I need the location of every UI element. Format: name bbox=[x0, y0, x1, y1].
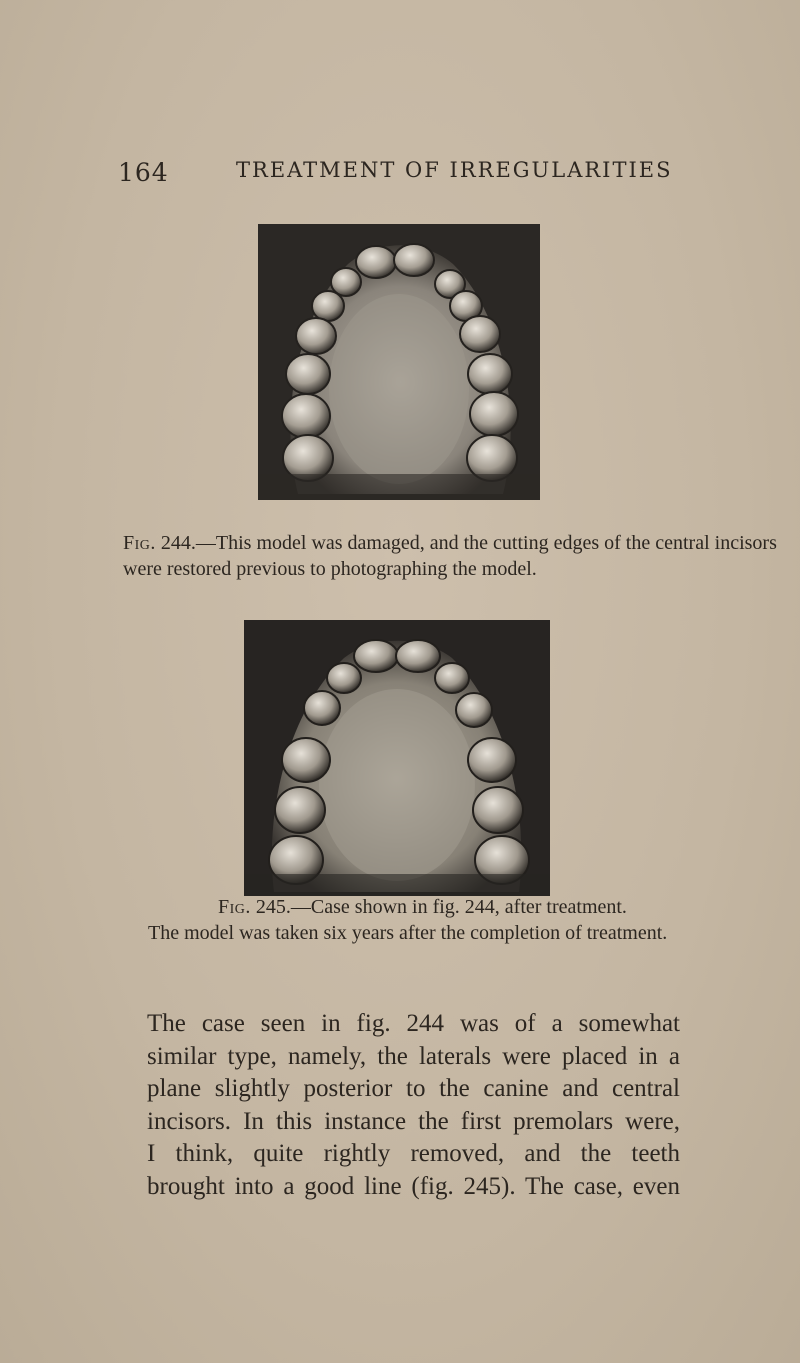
paragraph-line: plane slightly posterior to the canine and central bbox=[147, 1075, 680, 1103]
figure-label: Fig. bbox=[123, 532, 156, 554]
figure-245-caption-line-2: The model was taken six years after the completion of treatment. bbox=[148, 922, 668, 944]
dental-model-before-image bbox=[258, 224, 540, 500]
page-number: 164 bbox=[118, 158, 169, 187]
running-head bbox=[118, 158, 718, 192]
paragraph-line: similar type, namely, the laterals were placed in a bbox=[147, 1042, 680, 1070]
caption-text: 245.—Case shown in fig. 244, after treatment. bbox=[250, 896, 627, 918]
paragraph-line: I think, quite rightly removed, and the teeth bbox=[147, 1140, 680, 1168]
figure-244-photo bbox=[258, 224, 540, 500]
body-paragraph bbox=[147, 1008, 680, 1204]
caption-text: 244.—This model was damaged, and the cutting edges of the central incisors were restored previous to photographing the model. bbox=[123, 532, 777, 580]
figure-245-photo bbox=[244, 620, 550, 896]
figure-245-caption-line-1 bbox=[218, 894, 778, 920]
figure-244-caption bbox=[123, 530, 800, 582]
running-title: TREATMENT OF IRREGULARITIES bbox=[236, 158, 673, 182]
paragraph-line: brought into a good line (fig. 245). The case, even bbox=[147, 1172, 680, 1200]
dental-model-after-image bbox=[244, 620, 550, 896]
figure-label: Fig. bbox=[218, 896, 251, 918]
paragraph-line: The case seen in fig. 244 was of a somewhat bbox=[147, 1010, 680, 1037]
paragraph-line: incisors. In this instance the first premolars were, bbox=[147, 1107, 680, 1135]
